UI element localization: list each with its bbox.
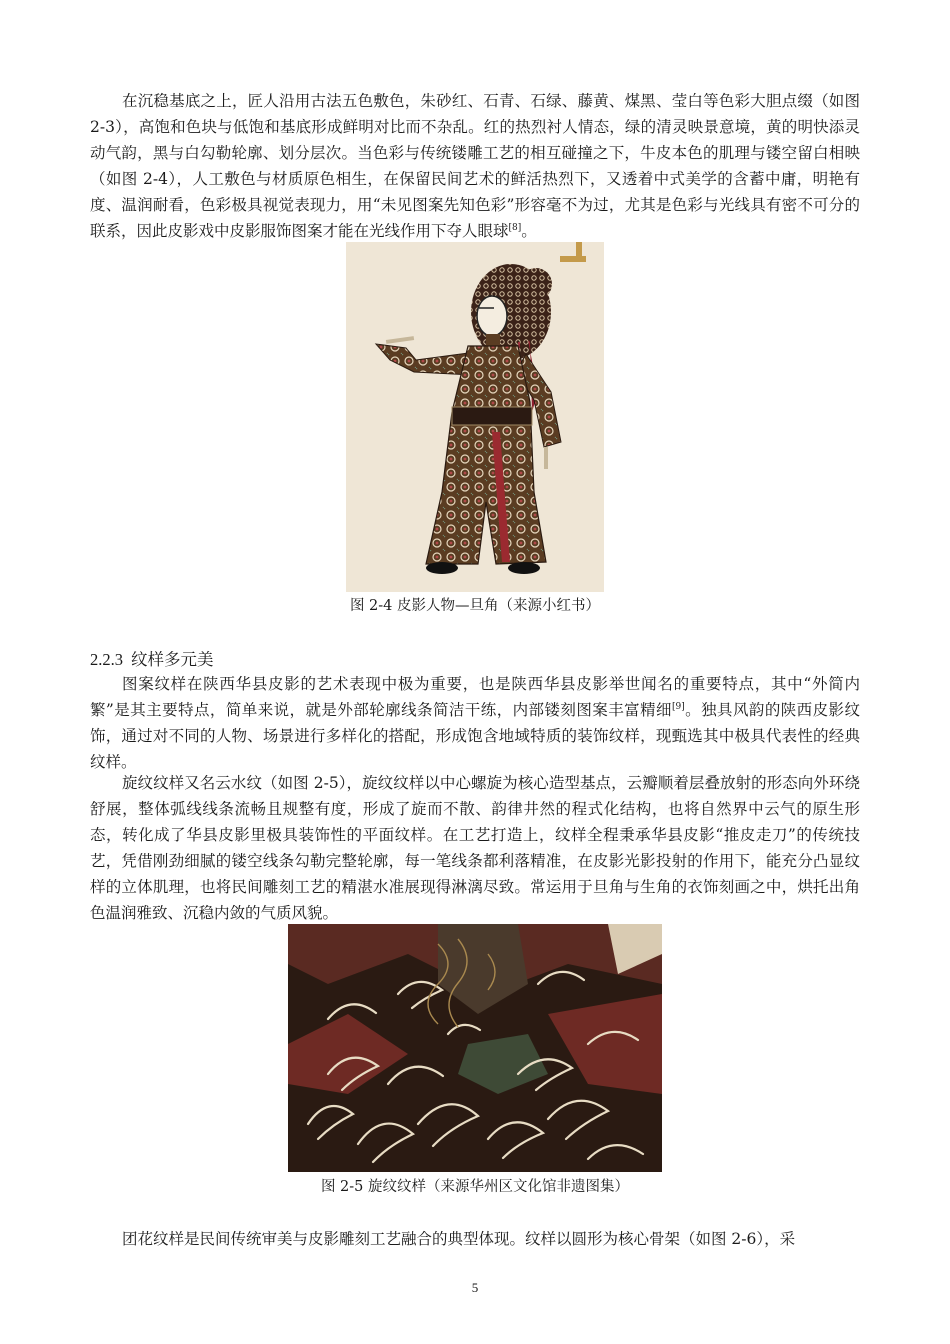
shadow-puppet-illustration (346, 242, 604, 592)
section-number: 2.2.3 (90, 650, 123, 669)
figure-spiral-pattern (288, 924, 662, 1172)
citation-ref-8: [8] (508, 222, 522, 233)
spiral-pattern-illustration (288, 924, 662, 1172)
body-paragraph-1: 在沉稳基底之上，匠人沿用古法五色敷色，朱砂红、石青、石绿、藤黄、煤黑、莹白等色彩大胆点缀（如图 2-3），高饱和色块与低饱和基底形成鲜明对比而不杂乱。红的热烈衬人情态，绿的清灵映景意境，黄的明快添灵动气韵，黑与白勾勒轮廓、划分层次。当色彩与传统镂雕工艺的相互碰撞之下，牛皮本色的肌理与镂空留白相映（如图 2-4），人工敷色与材质原色相生，在保留民间艺术的鲜活热烈下，又透着中式美学的含蓄中庸，明艳有度、温润耐看，色彩极具视觉表现力，用“未见图案先知色彩”形容毫不为过，尤其是色彩与光线具有密不可分的联系，因此皮影戏中皮影服饰图案才能在光线作用下夺人眼球[8]。 (90, 92, 860, 240)
page-number: 5 (471, 1280, 479, 1295)
figure-shadow-puppet-dan (346, 242, 604, 592)
section-heading (90, 648, 214, 672)
citation-ref-9: [9] (671, 701, 685, 712)
body-paragraph-2: 图案纹样在陕西华县皮影的艺术表现中极为重要，也是陕西华县皮影举世闻名的重要特点，其中“外简内繁”是其主要特点，简单来说，就是外部轮廓线条简洁干练，内部镂刻图案丰富精细[9]。独具风韵的陕西皮影纹饰，通过对不同的人物、场景进行多样化的搭配，形成饱含地域特质的装饰纹样，现甄选其中极具代表性的经典纹样。 (90, 675, 860, 771)
figure-caption-2-5: 图 2-5 旋纹纹样（来源华州区文化馆非遗图集） (320, 1179, 630, 1195)
figure-caption-2-4: 图 2-4 皮影人物—旦角（来源小红书） (349, 598, 601, 614)
body-paragraph-3: 旋纹纹样又名云水纹（如图 2-5），旋纹纹样以中心螺旋为核心造型基点，云瓣顺着层叠放射的形态向外环绕舒展，整体弧线线条流畅且规整有度，形成了旋而不散、韵律井然的程式化结构，也将自然界中云气的原生形态，转化成了华县皮影里极具装饰性的平面纹样。在工艺打造上，纹样全程秉承华县皮影“推皮走刀”的传统技艺，凭借刚劲细腻的镂空线条勾勒完整轮廓，每一笔线条都利落精准，在皮影光影投射的作用下，能充分凸显纹样的立体肌理，也将民间雕刻工艺的精湛水准展现得淋漓尽致。常运用于旦角与生角的衣饰刻画之中，烘托出角色温润雅致、沉稳内敛的气质风貌。 (90, 774, 860, 922)
body-paragraph-4: 团花纹样是民间传统审美与皮影雕刻工艺融合的典型体现。纹样以圆形为核心骨架（如图 2-6），采 (122, 1230, 796, 1248)
section-title: 纹样多元美 (131, 650, 214, 669)
